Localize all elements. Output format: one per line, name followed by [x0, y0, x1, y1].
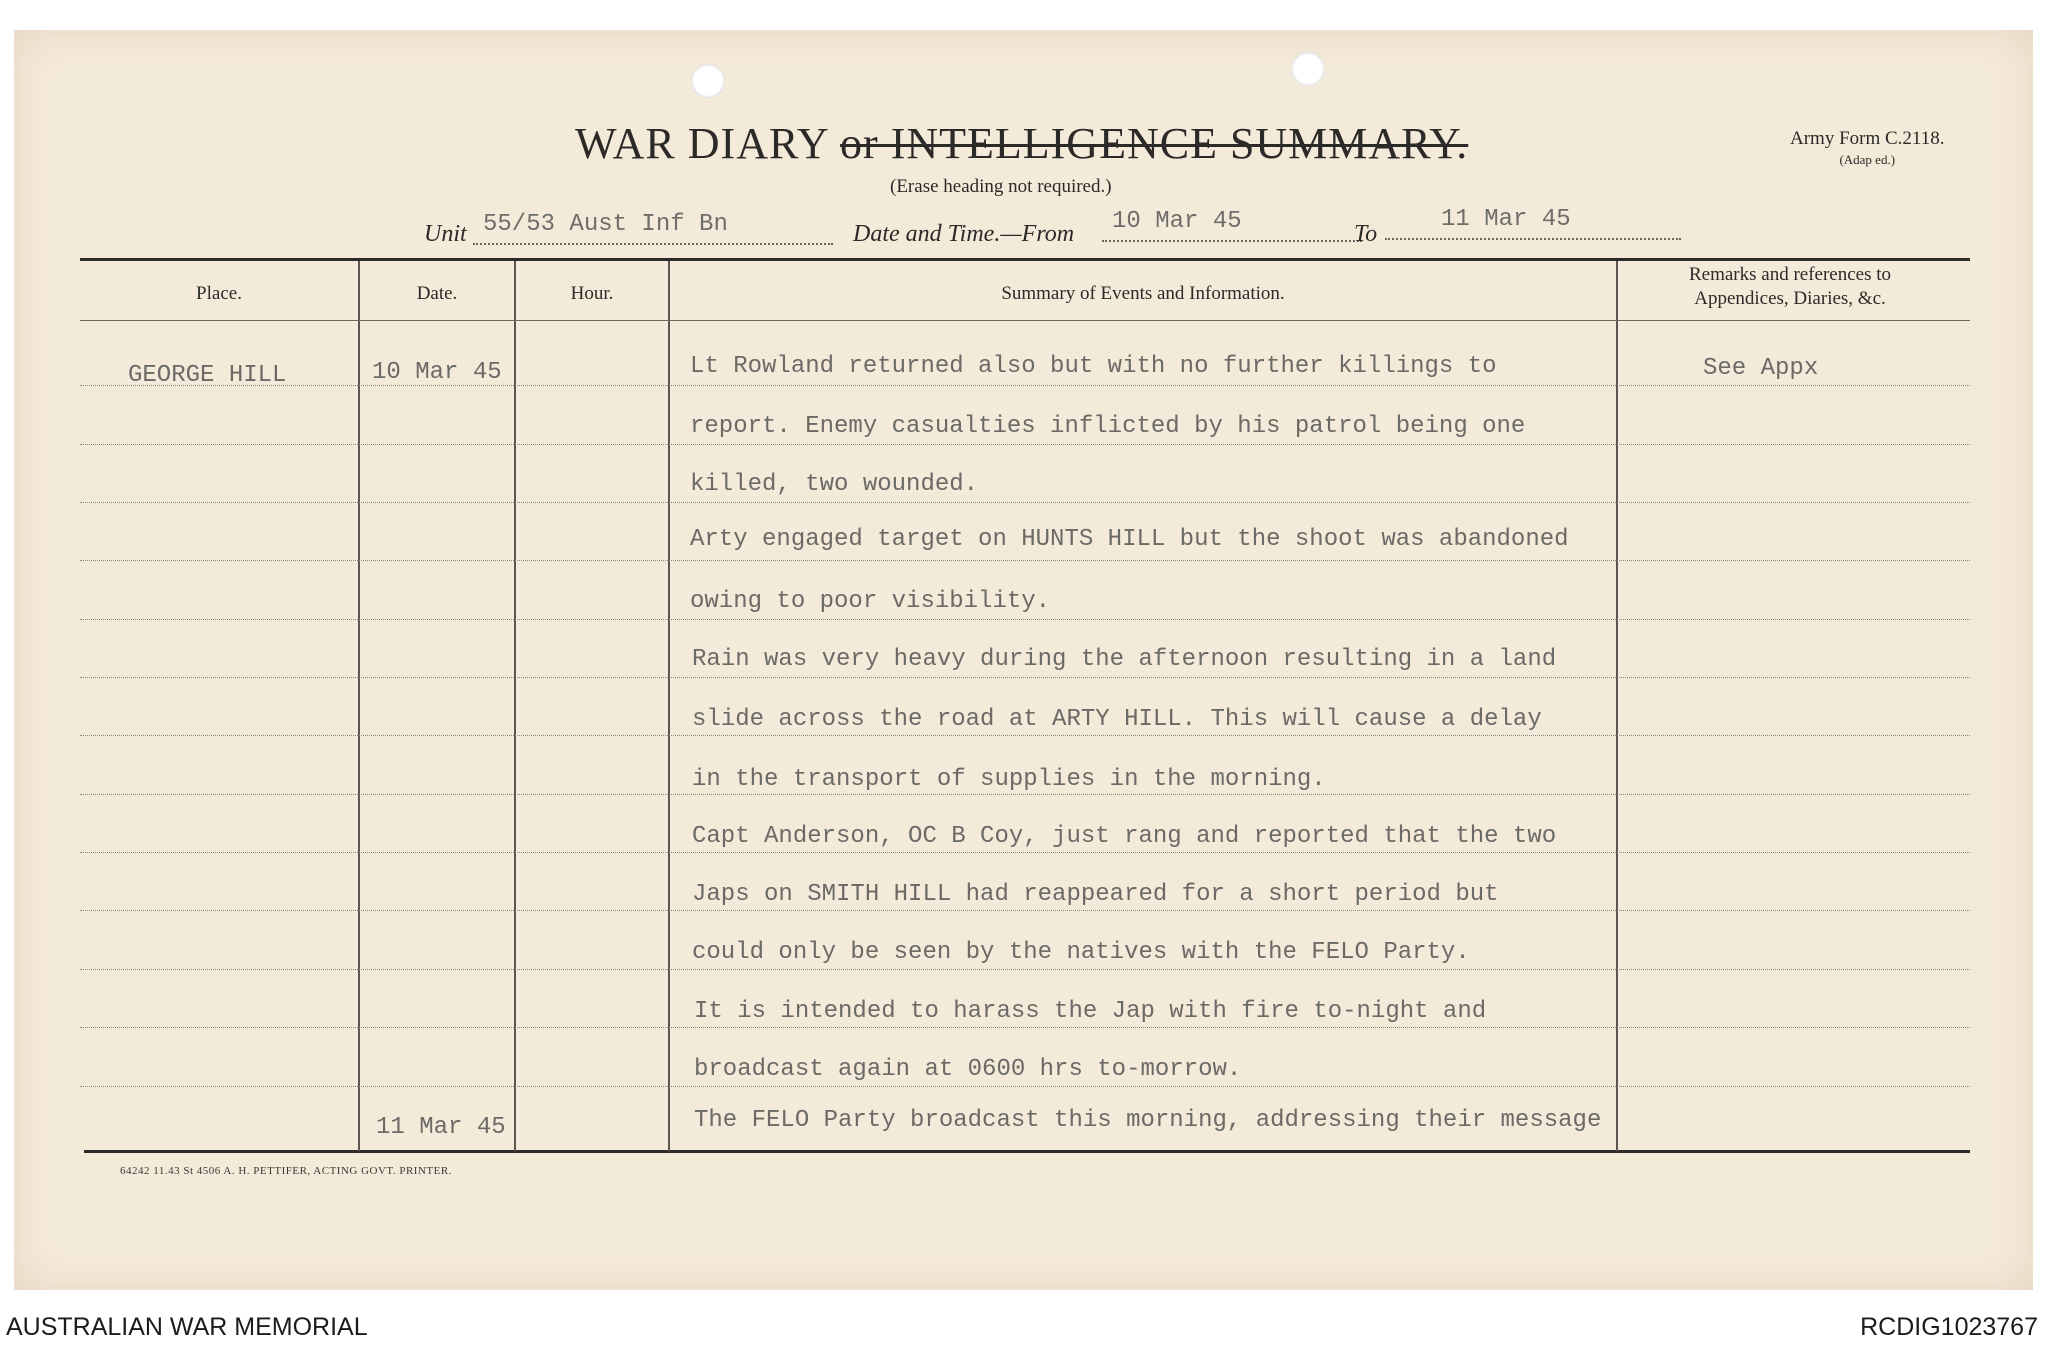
row-rule — [80, 910, 1970, 911]
punch-hole-right — [1291, 52, 1325, 86]
row-rule — [80, 1086, 1970, 1087]
archive-name: AUSTRALIAN WAR MEMORIAL — [6, 1313, 368, 1341]
col-divider-date — [514, 261, 516, 1151]
summary-line: Rain was very heavy during the afternoon resulting in a land — [692, 646, 1557, 673]
table-bottom-rule — [84, 1150, 1970, 1153]
row-rule — [80, 560, 1970, 561]
header-summary: Summary of Events and Information. — [1001, 283, 1285, 304]
col-divider-hour — [668, 261, 670, 1151]
to-label: To — [1354, 221, 1378, 247]
row-rule — [80, 969, 1970, 970]
row-rule — [80, 619, 1970, 620]
from-date-value: 10 Mar 45 — [1102, 208, 1362, 242]
row-rule — [80, 385, 1970, 386]
archive-id: RCDIG1023767 — [1860, 1313, 2038, 1341]
header-date: Date. — [416, 283, 458, 304]
entry-remark: See Appx — [1703, 355, 1819, 382]
diary-table — [80, 258, 1970, 1153]
unit-label: Unit — [424, 221, 467, 247]
to-date-value: 11 Mar 45 — [1385, 206, 1681, 240]
summary-line: Capt Anderson, OC B Coy, just rang and reported that the two — [692, 823, 1557, 850]
summary-line: in the transport of supplies in the morning. — [692, 766, 1326, 793]
summary-line: It is intended to harass the Jap with fire to-night and — [694, 998, 1487, 1025]
summary-line: killed, two wounded. — [690, 471, 979, 498]
summary-line: The FELO Party broadcast this morning, addressing their message — [694, 1107, 1602, 1134]
summary-line: Arty engaged target on HUNTS HILL but the shoot was abandoned — [690, 526, 1569, 553]
summary-line: Japs on SMITH HILL had reappeared for a short period but — [692, 881, 1499, 908]
summary-line: slide across the road at ARTY HILL. This will cause a delay — [692, 706, 1542, 733]
entry-place: GEORGE HILL — [128, 362, 287, 389]
unit-value: 55/53 Aust Inf Bn — [473, 211, 833, 245]
row-rule — [80, 1027, 1970, 1028]
table-top-rule — [80, 258, 1970, 261]
summary-line: broadcast again at 0600 hrs to-morrow. — [694, 1056, 1242, 1083]
erase-note: (Erase heading not required.) — [890, 176, 1112, 197]
header-remarks: Remarks and references to Appendices, Diaries, &c. — [1688, 264, 1892, 309]
header-place: Place. — [196, 283, 242, 304]
row-rule — [80, 852, 1970, 853]
title-struck-heading: or INTELLIGENCE SUMMARY. — [840, 119, 1469, 168]
header-fields — [0, 203, 2048, 247]
printer-imprint: 64242 11.43 St 4506 A. H. PETTIFER, ACTING GOVT. PRINTER. — [120, 1165, 452, 1177]
header-hour: Hour. — [570, 283, 614, 304]
header-underline — [80, 320, 1970, 321]
col-divider-place — [358, 261, 360, 1151]
date-time-label: Date and Time.—From — [853, 221, 1075, 247]
entry-date-2: 11 Mar 45 — [376, 1114, 506, 1141]
row-rule — [80, 735, 1970, 736]
form-number-line2: (Adap ed.) — [1839, 152, 1896, 167]
summary-line: could only be seen by the natives with the FELO Party. — [692, 939, 1470, 966]
army-form-number — [1790, 128, 1944, 168]
entry-date-1: 10 Mar 45 — [372, 359, 502, 386]
col-divider-summary — [1616, 261, 1618, 1151]
row-rule — [80, 502, 1970, 503]
summary-line: Lt Rowland returned also but with no further killings to — [690, 353, 1497, 380]
summary-line: report. Enemy casualties inflicted by his patrol being one — [690, 413, 1526, 440]
punch-hole-left — [691, 64, 725, 98]
row-rule — [80, 794, 1970, 795]
row-rule — [80, 444, 1970, 445]
form-number-line1: Army Form C.2118. — [1790, 128, 1945, 149]
row-rule — [80, 677, 1970, 678]
title-war-diary: WAR DIARY — [575, 119, 829, 168]
document-title — [575, 118, 1468, 169]
summary-line: owing to poor visibility. — [690, 588, 1051, 615]
